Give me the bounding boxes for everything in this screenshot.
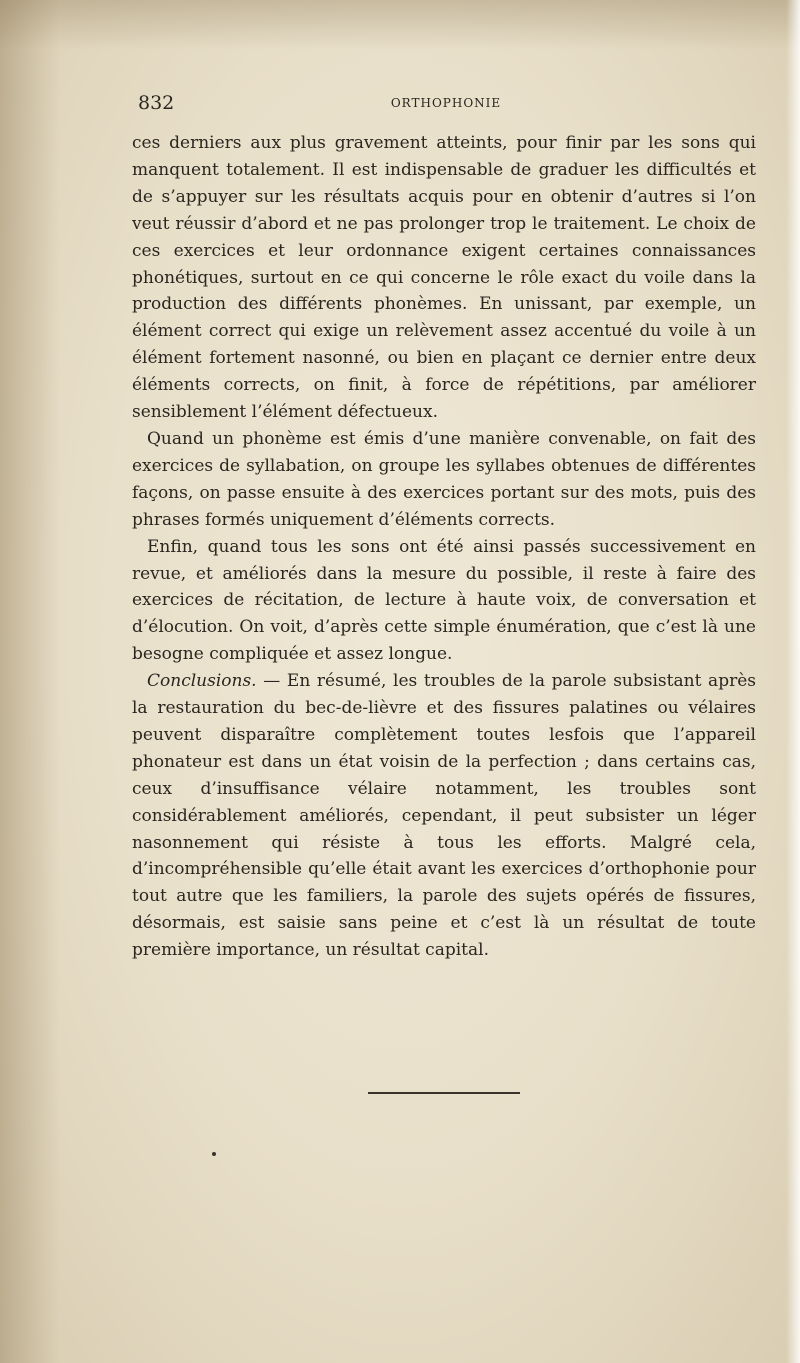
paragraph-4 [132, 668, 756, 964]
page-number: 832 [138, 92, 175, 114]
body-text [132, 130, 756, 964]
page-edge-right [786, 0, 800, 1363]
ink-speck [212, 1152, 216, 1156]
paragraph-1: ces derniers aux plus gravement atteints, pour finir par les sons qui manquent totalement. Il est indispensable de graduer les difficultés et de s’appuyer sur les résultats acquis pour en obtenir d’autres si l’on veut réussir d’abord et ne pas prolonger trop le traitement. Le choix de ces exercices et leur ordonnance exigent certaines connaissances phonétiques, surtout en ce qui concerne le rôle exact du voile dans la production des différents phonèmes. En unissant, par exemple, un élément correct qui exige un relèvement assez accentué du voile à un élément fortement nasonné, ou bien en plaçant ce dernier entre deux éléments corrects, on finit, à force de répétitions, par améliorer sensiblement l’élément défectueux. [132, 133, 756, 423]
paragraph-2: Quand un phonème est émis d’une manière convenable, on fait des exercices de syllabation, on groupe les syllabes obtenues de différentes façons, on passe ensuite à des exercices portant sur des mots, puis des phrases formés uniquement d’éléments corrects. [132, 428, 756, 530]
page-shadow-top [0, 0, 800, 50]
paragraph-4-text: — En résumé, les troubles de la parole subsistant après la restauration du bec-de-lièvre et des fissures palatines ou vélaires peuvent disparaître complètement toutes lesfois que l’appareil phonateur est dans un état voisin de la perfection ; dans certains cas, ceux d’insuffisance vélaire notamment, les troubles sont considérablement améliorés, cependant, il peut subsister un léger nasonnement qui résiste à tous les efforts. Malgré cela, d’incompréhensible qu’elle était avant les exercices d’orthophonie pour tout autre que les familiers, la parole des sujets opérés de fissures, désormais, est saisie sans peine et c’est là un résultat de toute première importance, un résultat capital. [132, 671, 756, 961]
running-title: ORTHOPHONIE [390, 96, 502, 110]
end-rule [368, 1092, 520, 1094]
running-head [138, 92, 754, 118]
paragraph-3: Enfin, quand tous les sons ont été ainsi passés successivement en revue, et améliorés dans la mesure du possible, il reste à faire des exercices de récitation, de lecture à haute voix, de conversation et d’élocution. On voit, d’après cette simple énumération, que c’est là une besogne compliquée et assez longue. [132, 536, 756, 665]
conclusions-label: Conclusions. [147, 671, 257, 692]
page-shadow-left [0, 0, 60, 1363]
